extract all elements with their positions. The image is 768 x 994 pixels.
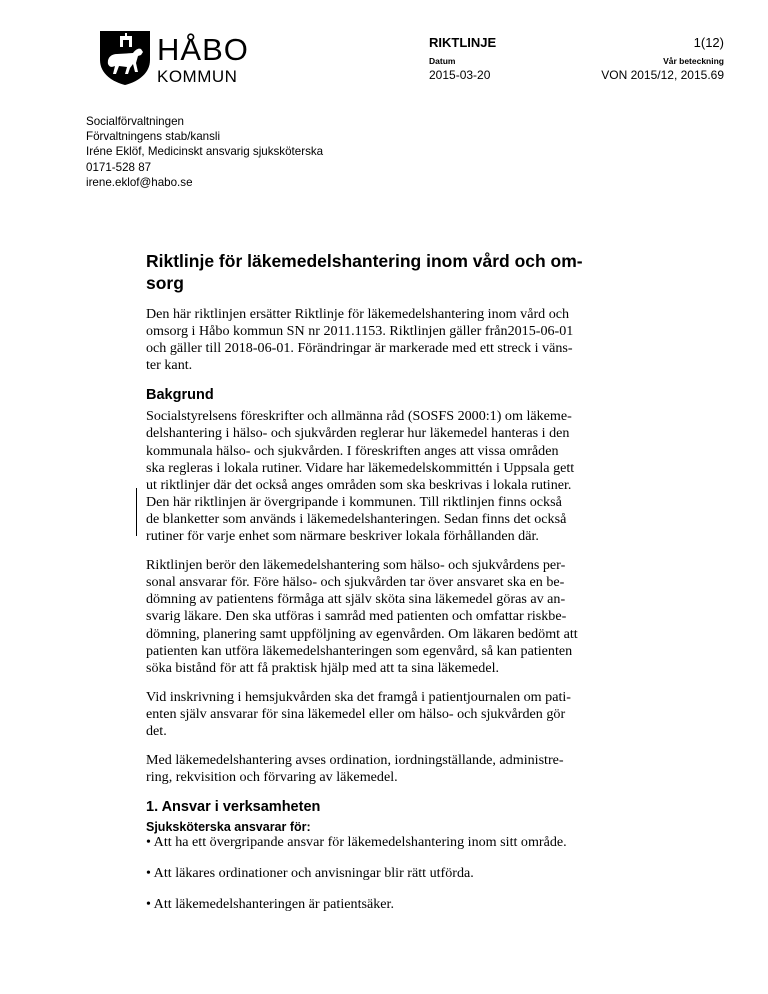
list-item: • Att läkares ordinationer och anvisningar blir rätt utförda. — [146, 865, 474, 882]
text-line: Den här riktlinjen är övergripande i kommunen. Till riktlinjen finns också — [146, 493, 562, 510]
bakgrund-paragraph-4 — [146, 752, 620, 786]
list-item: • Att ha ett övergripande ansvar för läkemedelshantering inom sitt område. — [146, 834, 567, 851]
reference-label: Vår beteckning — [663, 56, 724, 66]
text-line: dömning, planering samt uppföljning av egenvården. Om läkaren bedömt att — [146, 625, 578, 642]
sender-email: irene.eklof@habo.se — [86, 175, 193, 189]
text-line: ut riktlinjer där det också anges områden som ska beskrivas i lokala rutiner. — [146, 476, 572, 493]
date-label: Datum — [429, 56, 456, 66]
text-line: sonal ansvarar för. Före hälso- och sjukvården tar över ansvaret ska en be- — [146, 574, 565, 591]
sender-phone: 0171-528 87 — [86, 160, 152, 174]
text-line: det. — [146, 722, 167, 739]
document-type: RIKTLINJE — [429, 35, 497, 50]
text-line: Med läkemedelshantering avses ordination, iordningställande, administre- — [146, 752, 564, 769]
title-line: sorg — [146, 273, 184, 293]
text-line: Den här riktlinjen ersätter Riktlinje för läkemedelshantering inom vård och — [146, 306, 570, 322]
text-line: dömning av patientens förmåga att själv sköta sina läkemedel göras av an- — [146, 591, 566, 608]
section-1-heading: 1. Ansvar i verksamheten — [146, 799, 321, 816]
text-line: omsorg i Håbo kommun SN nr 2011.1153. Riktlinjen gäller från2015-06-01 — [146, 323, 574, 340]
habo-kommun-logo — [97, 30, 247, 85]
text-line: kommunala hälso- och sjukvården. I föreskriften anges att vissa områden — [146, 442, 559, 459]
sender-unit: Förvaltningens stab/kansli — [86, 130, 221, 144]
bakgrund-paragraph-2 — [146, 557, 620, 677]
page-number: 1(12) — [693, 35, 724, 50]
logo-subtitle: KOMMUN — [157, 67, 238, 86]
text-line: söka bistånd för att få praktisk hjälp med att ta sina läkemedel. — [146, 659, 500, 676]
reference-value: VON 2015/12, 2015.69 — [601, 68, 724, 82]
text-line: enten själv ansvarar för sina läkemedel eller om hälso- och sjukvården gör — [146, 705, 566, 722]
sender-block — [86, 114, 323, 190]
section-1-subheading: Sjuksköterska ansvarar för: — [146, 820, 311, 835]
text-line: Socialstyrelsens föreskrifter och allmänna råd (SOSFS 2000:1) om läkeme- — [146, 408, 572, 425]
date-value: 2015-03-20 — [429, 68, 491, 82]
text-line: rutiner för varje enhet som närmare beskriver lokala förhållanden där. — [146, 528, 539, 545]
document-body — [146, 250, 620, 928]
bakgrund-heading: Bakgrund — [146, 387, 214, 404]
text-line: ska regleras i lokala rutiner. Vidare har läkemedelskommittén i Uppsala gett — [146, 459, 575, 476]
bakgrund-paragraph-3 — [146, 689, 620, 740]
sender-department: Socialförvaltningen — [86, 115, 184, 128]
text-line: Vid inskrivning i hemsjukvården ska det framgå i patientjournalen om pati- — [146, 688, 571, 705]
text-line: de blanketter som används i läkemedelshanteringen. Sedan finns det också — [146, 510, 567, 527]
change-marker — [136, 488, 137, 536]
list-item: • Att läkemedelshanteringen är patientsäker. — [146, 896, 394, 913]
bakgrund-paragraph-1 — [146, 408, 620, 545]
text-line: ter kant. — [146, 357, 193, 374]
text-line: patienten kan utföra läkemedelshanteringen som egenvård, så kan patienten — [146, 642, 573, 659]
coat-of-arms-icon — [97, 30, 153, 85]
text-line: ring, rekvisition och förvaring av läkemedel. — [146, 769, 398, 786]
intro-paragraph — [146, 306, 620, 374]
logo-name: HÅBO — [157, 32, 249, 67]
text-line: svarig läkare. Den ska utföras i samråd med patienten och omfattar riskbe- — [146, 608, 567, 625]
sender-name: Iréne Eklöf, Medicinskt ansvarig sjuksköterska — [86, 145, 324, 159]
document-title — [146, 250, 620, 294]
text-line: och gäller till 2018-06-01. Förändringar är markerade med ett streck i väns- — [146, 340, 573, 357]
text-line: delshantering i hälso- och sjukvården reglerar hur läkemedel hanteras i den — [146, 425, 570, 442]
title-line: Riktlinje för läkemedelshantering inom vård och om- — [146, 251, 583, 271]
text-line: Riktlinjen berör den läkemedelshantering som hälso- och sjukvårdens per- — [146, 557, 566, 574]
